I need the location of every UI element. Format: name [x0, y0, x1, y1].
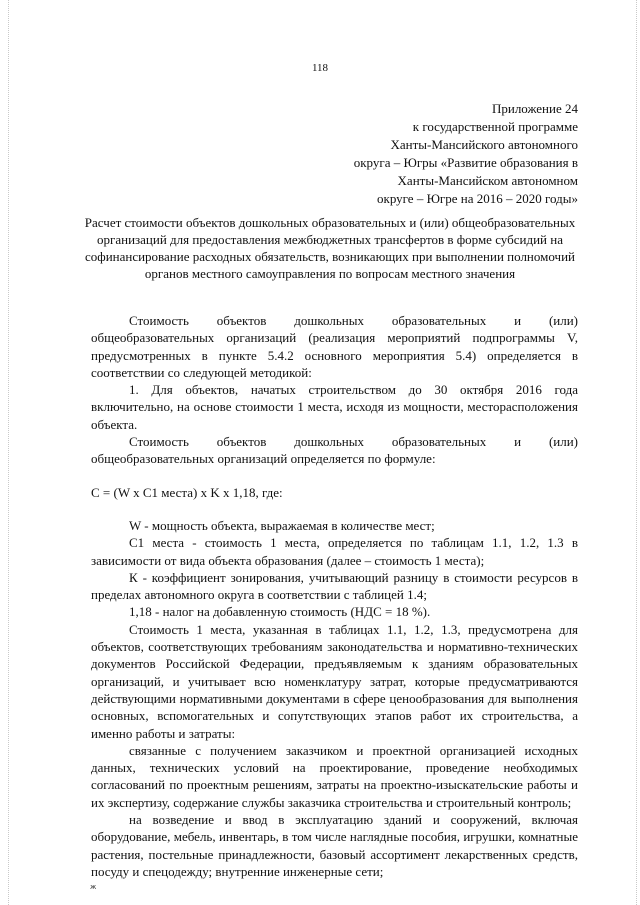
appendix-line: округе – Югре на 2016 – 2020 годы»	[377, 191, 578, 206]
paragraph-cost-intro: Стоимость объектов дошкольных образовательных и (или) общеобразовательных организаций (реализация мероприятий подпрограммы V, предусмотренных в пункте 5.4.2 основного мероприятия 5.4) определяется в соответствии со следующей методикой:	[91, 313, 578, 380]
paragraph-k-definition: К - коэффициент зонирования, учитывающий разницу в стоимости ресурсов в пределах автономного округа в соответствии с таблицей 1.4;	[91, 569, 578, 603]
document-title: Расчет стоимости объектов дошкольных образовательных и (или) общеобразовательных организаций для предоставления межбюджетных трансфертов в форме субсидий на софинансирование расходных обязательств, возникающих при выполнении полномочий органов местного самоуправления по вопросам местного значения	[84, 215, 576, 281]
appendix-line: к государственной программе	[412, 119, 578, 134]
paragraph-item-1: 1. Для объектов, начатых строительством до 30 октября 2016 года включительно, на основе стоимости 1 места, исходя из мощности, месторасположения объекта.	[91, 382, 578, 432]
paragraph-w-definition: W - мощность объекта, выражаемая в количестве мест;	[129, 517, 435, 533]
footer-mark: ж	[90, 883, 97, 891]
document-body	[91, 312, 578, 880]
paragraph-vat-definition: 1,18 - налог на добавленную стоимость (НДС = 18 %).	[129, 604, 431, 620]
appendix-line: округа – Югры «Развитие образования в	[353, 155, 578, 170]
appendix-block	[354, 100, 578, 208]
appendix-line: Ханты-Мансийского автономного	[390, 137, 578, 152]
paragraph-formula-intro: Стоимость объектов дошкольных образовательных и (или) общеобразовательных организаций определяется по формуле:	[91, 434, 578, 467]
formula: С = (W x C1 места) x K x 1,18, где:	[91, 484, 283, 500]
page-edge-left	[8, 0, 9, 905]
paragraph-cost-per-place: Стоимость 1 места, указанная в таблицах 1.1, 1.2, 1.3, предусмотрена для объектов, соответствующих требованиям законодательства и нормативно-технических документов Российской Федерации, предъявляемым к зданиям образовательных организаций, и учитывает всю номенклатуру затрат, которые предусматриваются действующими нормативными документами в сфере ценообразования для выполнения основных, вспомогательных и сопутствующих этапов работ их строительства, а именно работы и затраты:	[91, 621, 578, 741]
page-number: 118	[311, 62, 329, 74]
page-edge-right	[636, 0, 637, 905]
appendix-line: Ханты-Мансийском автономном	[397, 173, 578, 188]
paragraph-c1-definition: C1 места - стоимость 1 места, определяется по таблицам 1.1, 1.2, 1.3 в зависимости от вида объекта образования (далее – стоимость 1 места);	[91, 535, 578, 568]
paragraph-construction-costs: на возведение и ввод в эксплуатацию зданий и сооружений, включая оборудование, мебель, инвентарь, в том числе наглядные пособия, игрушки, комнатные растения, постельные принадлежности, базовый ассортимент лекарственных средств, посуду и спецодежду; внутренние инженерные сети;	[91, 812, 578, 879]
paragraph-design-costs: связанные с получением заказчиком и проектной организацией исходных данных, технических условий на проектирование, проведение необходимых согласований по проектным решениям, затраты на проектно-изыскательские работы и их экспертизу, содержание службы заказчика строительства и строительный контроль;	[91, 742, 578, 810]
appendix-line: Приложение 24	[491, 101, 578, 116]
